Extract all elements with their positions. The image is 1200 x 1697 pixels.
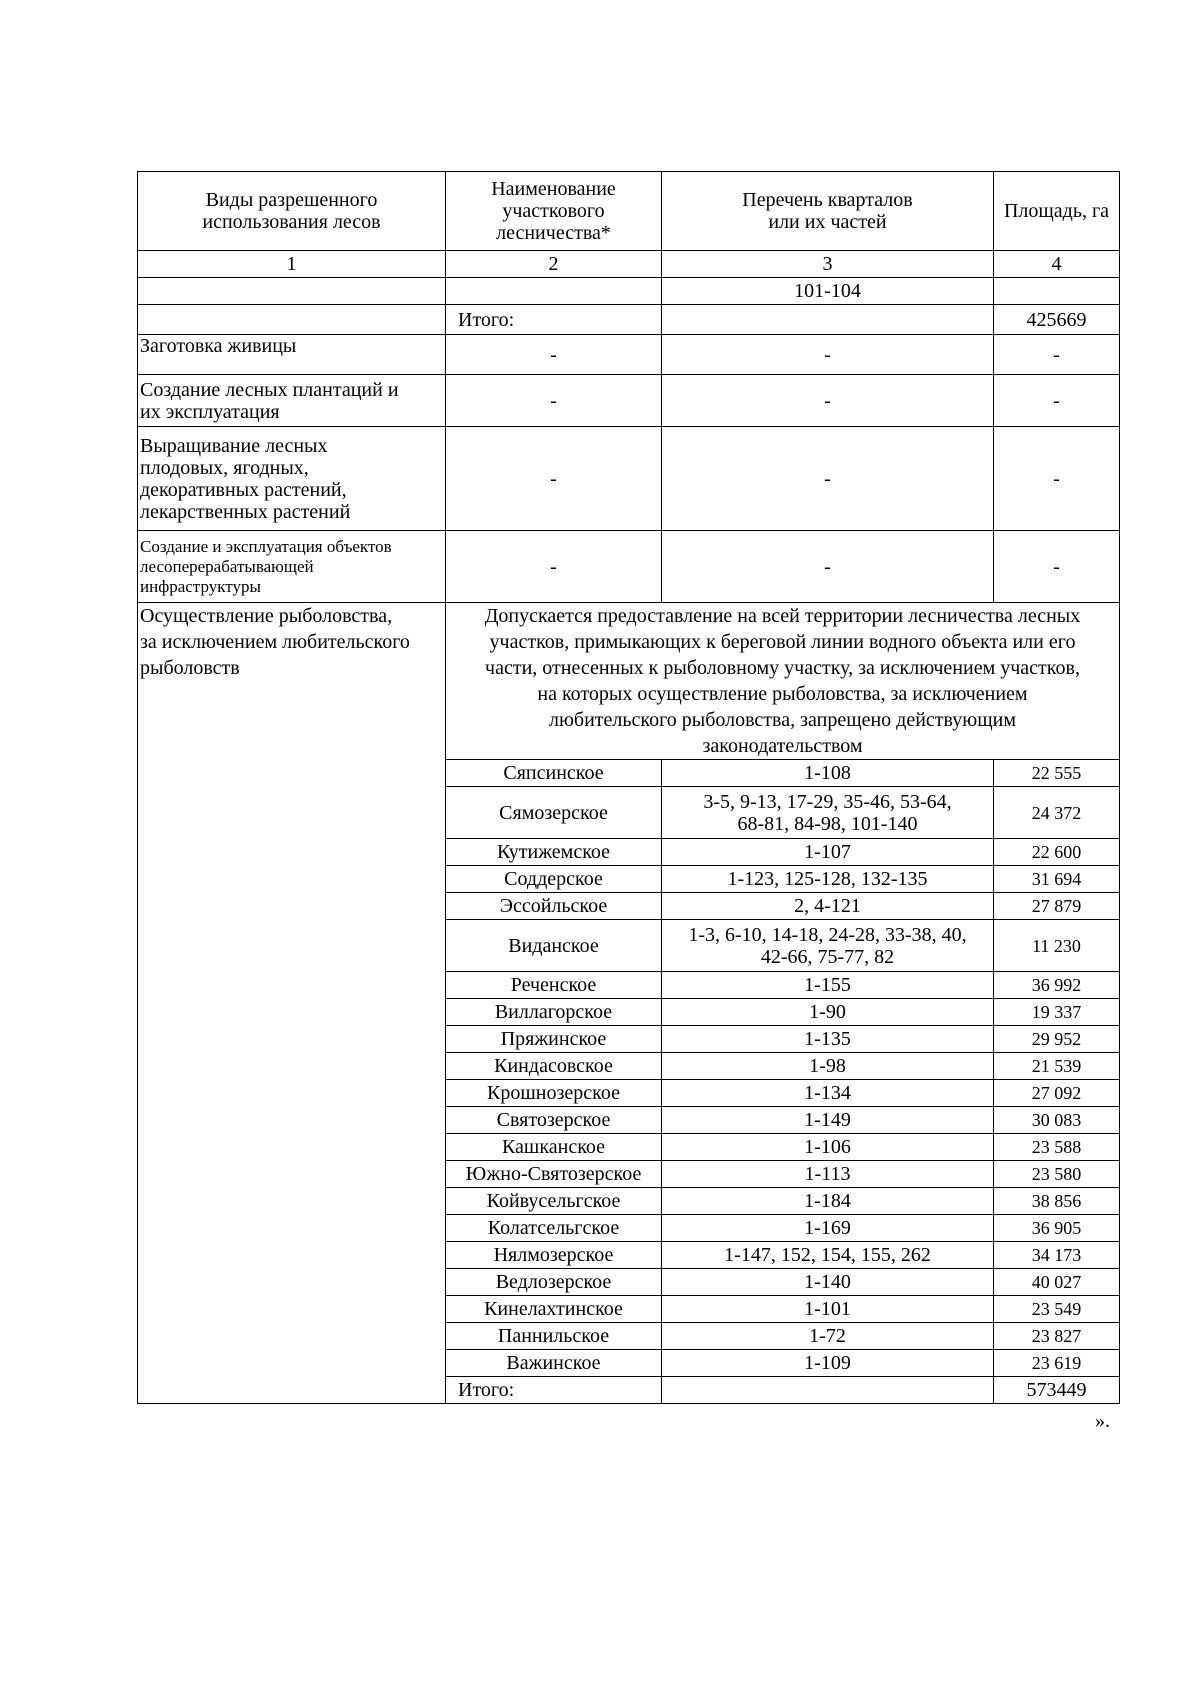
forestry-quarters: 1-107 bbox=[662, 839, 994, 866]
use-type-row bbox=[138, 335, 1120, 375]
forestry-name: Пряжинское bbox=[446, 1026, 662, 1053]
fishing-total-value: 573449 bbox=[994, 1377, 1120, 1404]
closing-quote-mark: ». bbox=[1095, 1410, 1110, 1432]
use-type-row bbox=[138, 427, 1120, 531]
forestry-name: Важинское bbox=[446, 1350, 662, 1377]
fishing-total-quarters bbox=[662, 1377, 994, 1404]
forestry-quarters: 1-98 bbox=[662, 1053, 994, 1080]
use-type-label: Создание и эксплуатация объектов лесоперерабатывающей инфраструктуры bbox=[138, 531, 446, 603]
forestry-quarters: 1-3, 6-10, 14-18, 24-28, 33-38, 40, 42-66, 75-77, 82 bbox=[662, 920, 994, 972]
header-forestry-name: Наименование участкового лесничества* bbox=[446, 172, 662, 251]
forestry-area: 23 619 bbox=[994, 1350, 1120, 1377]
forestry-quarters: 1-134 bbox=[662, 1080, 994, 1107]
forestry-name: Реченское bbox=[446, 972, 662, 999]
header-row bbox=[138, 172, 1120, 251]
forestry-quarters: 1-90 bbox=[662, 999, 994, 1026]
forestry-area: 21 539 bbox=[994, 1053, 1120, 1080]
forestry-name: Киндасовское bbox=[446, 1053, 662, 1080]
forestry-area: 31 694 bbox=[994, 866, 1120, 893]
top-total-row bbox=[138, 305, 1120, 335]
use-type-dash: - bbox=[994, 531, 1120, 603]
forestry-quarters: 1-169 bbox=[662, 1215, 994, 1242]
forestry-area: 23 827 bbox=[994, 1323, 1120, 1350]
forestry-area: 34 173 bbox=[994, 1242, 1120, 1269]
forestry-area: 30 083 bbox=[994, 1107, 1120, 1134]
top-total-use bbox=[138, 305, 446, 335]
forestry-area: 11 230 bbox=[994, 920, 1120, 972]
forestry-name: Кашканское bbox=[446, 1134, 662, 1161]
forestry-name: Виллагорское bbox=[446, 999, 662, 1026]
column-number-row bbox=[138, 251, 1120, 278]
use-type-dash: - bbox=[446, 427, 662, 531]
fishing-note: Допускается предоставление на всей территории лесничества лесных участков, примыкающих к береговой линии водного объекта или его части, отнесенных к рыболовному участку, за исключением участков, на которых осуществление рыболовства, за исключением любительского рыболовства, запрещено действующим законодательством bbox=[446, 603, 1120, 760]
use-type-row bbox=[138, 375, 1120, 427]
forestry-quarters: 1-149 bbox=[662, 1107, 994, 1134]
forestry-name: Кинелахтинское bbox=[446, 1296, 662, 1323]
header-use-types: Виды разрешенного использования лесов bbox=[138, 172, 446, 251]
forestry-area: 27 092 bbox=[994, 1080, 1120, 1107]
header-area: Площадь, га bbox=[994, 172, 1120, 251]
forestry-quarters: 1-72 bbox=[662, 1323, 994, 1350]
forestry-area: 40 027 bbox=[994, 1269, 1120, 1296]
use-type-label: Создание лесных плантаций и их эксплуатация bbox=[138, 375, 446, 427]
forestry-area: 22 555 bbox=[994, 760, 1120, 787]
forestry-quarters: 1-113 bbox=[662, 1161, 994, 1188]
carry-over-forestry bbox=[446, 278, 662, 305]
use-type-dash: - bbox=[446, 375, 662, 427]
carry-over-quarters: 101-104 bbox=[662, 278, 994, 305]
forestry-quarters: 1-109 bbox=[662, 1350, 994, 1377]
forestry-name: Ведлозерское bbox=[446, 1269, 662, 1296]
carry-over-row bbox=[138, 278, 1120, 305]
forestry-area: 29 952 bbox=[994, 1026, 1120, 1053]
forestry-quarters: 1-106 bbox=[662, 1134, 994, 1161]
fishing-total-label: Итого: bbox=[446, 1377, 662, 1404]
forestry-quarters: 1-155 bbox=[662, 972, 994, 999]
use-type-label: Выращивание лесных плодовых, ягодных, декоративных растений, лекарственных растений bbox=[138, 427, 446, 531]
fishing-note-row bbox=[138, 603, 1120, 760]
column-number-1: 1 bbox=[138, 251, 446, 278]
forestry-name: Койвусельгское bbox=[446, 1188, 662, 1215]
carry-over-use bbox=[138, 278, 446, 305]
forestry-name: Эссойльское bbox=[446, 893, 662, 920]
forestry-quarters: 1-135 bbox=[662, 1026, 994, 1053]
forestry-quarters: 1-184 bbox=[662, 1188, 994, 1215]
use-type-dash: - bbox=[446, 531, 662, 603]
use-type-dash: - bbox=[662, 335, 994, 375]
forestry-quarters: 3-5, 9-13, 17-29, 35-46, 53-64, 68-81, 84-98, 101-140 bbox=[662, 787, 994, 839]
top-total-quarters bbox=[662, 305, 994, 335]
forestry-area: 22 600 bbox=[994, 839, 1120, 866]
use-type-dash: - bbox=[994, 427, 1120, 531]
forestry-name: Паннильское bbox=[446, 1323, 662, 1350]
forestry-area: 19 337 bbox=[994, 999, 1120, 1026]
forestry-name: Нялмозерское bbox=[446, 1242, 662, 1269]
column-number-3: 3 bbox=[662, 251, 994, 278]
forestry-area: 24 372 bbox=[994, 787, 1120, 839]
forestry-area: 38 856 bbox=[994, 1188, 1120, 1215]
forestry-quarters: 1-140 bbox=[662, 1269, 994, 1296]
column-number-4: 4 bbox=[994, 251, 1120, 278]
use-type-dash: - bbox=[662, 375, 994, 427]
forestry-area: 23 549 bbox=[994, 1296, 1120, 1323]
forestry-quarters: 1-147, 152, 154, 155, 262 bbox=[662, 1242, 994, 1269]
top-total-value: 425669 bbox=[994, 305, 1120, 335]
forestry-area: 23 588 bbox=[994, 1134, 1120, 1161]
forestry-name: Кутижемское bbox=[446, 839, 662, 866]
fishing-use-label: Осуществление рыболовства, за исключением любительского рыболовств bbox=[138, 603, 446, 1404]
forestry-name: Сяпсинское bbox=[446, 760, 662, 787]
carry-over-area bbox=[994, 278, 1120, 305]
forestry-name: Колатсельгское bbox=[446, 1215, 662, 1242]
forestry-quarters: 1-123, 125-128, 132-135 bbox=[662, 866, 994, 893]
forestry-name: Виданское bbox=[446, 920, 662, 972]
use-type-dash: - bbox=[662, 427, 994, 531]
forestry-name: Южно-Святозерское bbox=[446, 1161, 662, 1188]
use-type-dash: - bbox=[994, 335, 1120, 375]
forestry-quarters: 1-101 bbox=[662, 1296, 994, 1323]
forestry-name: Сямозерское bbox=[446, 787, 662, 839]
header-quarters-list: Перечень кварталов или их частей bbox=[662, 172, 994, 251]
forestry-area: 23 580 bbox=[994, 1161, 1120, 1188]
use-type-label: Заготовка живицы bbox=[138, 335, 446, 375]
forest-use-table bbox=[137, 171, 1120, 1404]
top-total-label: Итого: bbox=[446, 305, 662, 335]
forestry-area: 27 879 bbox=[994, 893, 1120, 920]
forestry-name: Святозерское bbox=[446, 1107, 662, 1134]
use-type-dash: - bbox=[446, 335, 662, 375]
forestry-name: Крошнозерское bbox=[446, 1080, 662, 1107]
forestry-quarters: 1-108 bbox=[662, 760, 994, 787]
use-type-dash: - bbox=[994, 375, 1120, 427]
forestry-name: Соддерское bbox=[446, 866, 662, 893]
column-number-2: 2 bbox=[446, 251, 662, 278]
forestry-quarters: 2, 4-121 bbox=[662, 893, 994, 920]
use-type-row bbox=[138, 531, 1120, 603]
forestry-area: 36 992 bbox=[994, 972, 1120, 999]
use-type-dash: - bbox=[662, 531, 994, 603]
forestry-area: 36 905 bbox=[994, 1215, 1120, 1242]
